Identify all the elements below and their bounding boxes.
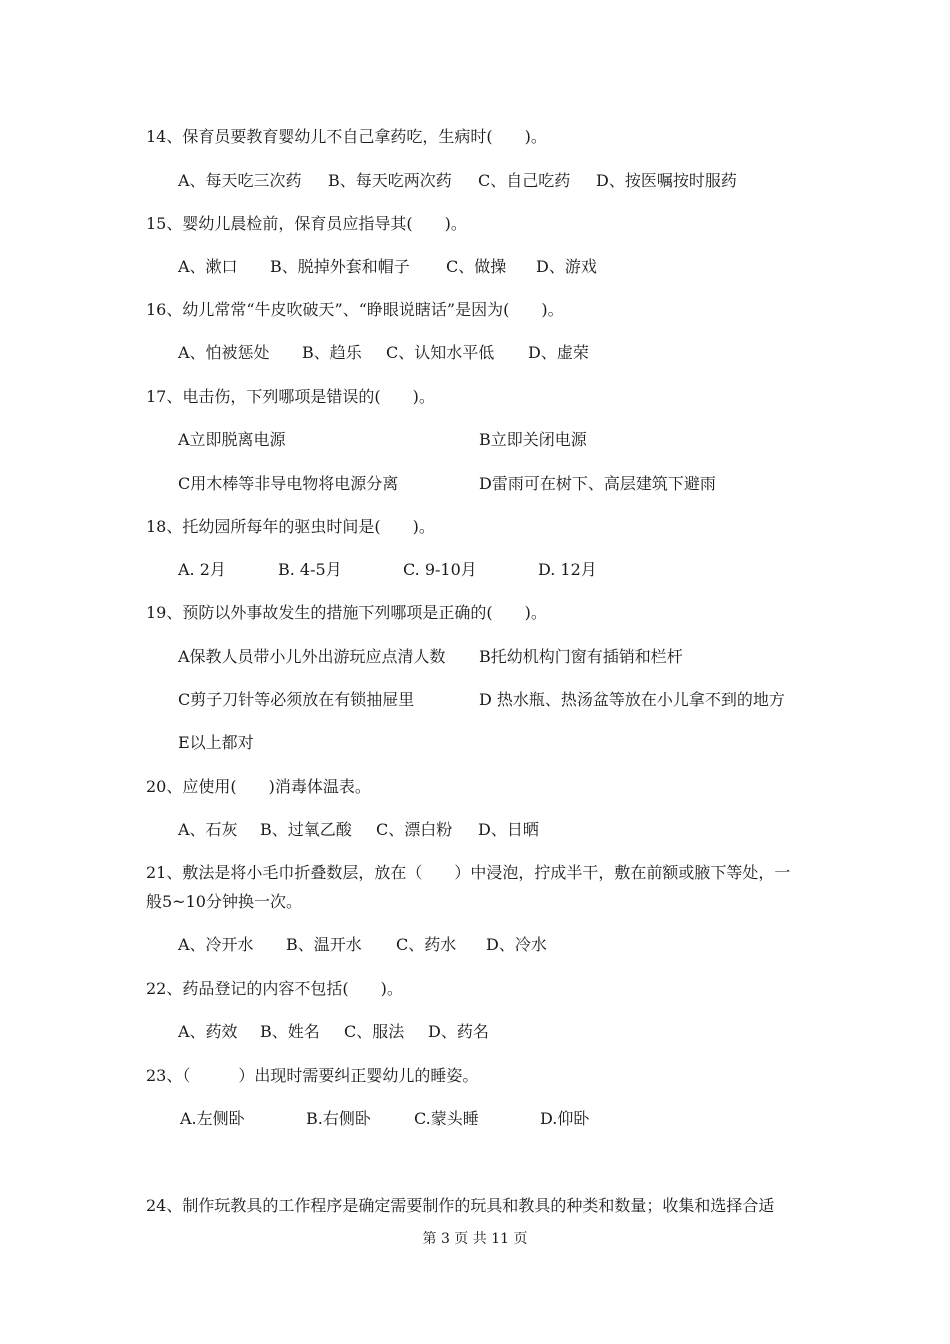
question-19-option-a: A保教人员带小儿外出游玩应点清人数: [178, 647, 446, 666]
option-d: D.仰卧: [540, 1109, 590, 1128]
question-23-options: [178, 1109, 878, 1129]
option-d: D、游戏: [536, 257, 597, 276]
option-d: D、按医嘱按时服药: [596, 171, 737, 190]
question-18-stem: 18、托幼园所每年的驱虫时间是( )。: [146, 517, 435, 536]
option-a: A、石灰: [178, 820, 238, 839]
option-b: B、温开水: [286, 935, 362, 954]
question-19-option-e: E以上都对: [178, 733, 254, 752]
question-16-options: [178, 343, 878, 363]
question-21-options: [178, 935, 878, 955]
option-c: C. 9-10月: [403, 560, 477, 579]
option-a: A、冷开水: [178, 935, 254, 954]
question-15-options: [178, 257, 878, 277]
question-19-stem: 19、预防以外事故发生的措施下列哪项是正确的( )。: [146, 603, 547, 622]
option-d: D、冷水: [486, 935, 547, 954]
question-15-stem: 15、婴幼儿晨检前，保育员应指导其( )。: [146, 214, 467, 233]
option-a: A.左侧卧: [180, 1109, 245, 1128]
question-17-option-d: D雷雨可在树下、高层建筑下避雨: [479, 474, 716, 493]
option-c: C、认知水平低: [386, 343, 495, 362]
option-d: D、药名: [428, 1022, 489, 1041]
option-a: A、漱口: [178, 257, 238, 276]
question-20-options: [178, 820, 878, 840]
page-footer: 第 3 页 共 11 页: [422, 1231, 528, 1247]
option-b: B、每天吃两次药: [328, 171, 452, 190]
question-16-stem: 16、幼儿常常“牛皮吹破天”、“睁眼说瞎话”是因为( )。: [146, 300, 564, 319]
option-b: B、过氧乙酸: [260, 820, 352, 839]
option-c: C、做操: [446, 257, 507, 276]
option-d: D、虚荣: [528, 343, 589, 362]
option-b: B. 4-5月: [278, 560, 342, 579]
option-c: C、自己吃药: [478, 171, 571, 190]
option-b: B.右侧卧: [306, 1109, 371, 1128]
question-17-option-b: B立即关闭电源: [479, 430, 587, 449]
option-a: A、每天吃三次药: [178, 171, 302, 190]
question-14-stem: 14、保育员要教育婴幼儿不自己拿药吃，生病时( )。: [146, 127, 547, 146]
question-19-option-c: C剪子刀针等必须放在有锁抽屉里: [178, 690, 415, 709]
question-14-options: [178, 171, 878, 191]
question-23-stem: 23、（ ）出现时需要纠正婴幼儿的睡姿。: [146, 1066, 479, 1085]
option-c: C、服法: [344, 1022, 405, 1041]
option-c: C、药水: [396, 935, 457, 954]
option-c: C、漂白粉: [376, 820, 453, 839]
question-19-option-d: D 热水瓶、热汤盆等放在小儿拿不到的地方: [479, 690, 785, 709]
question-17-option-c: C用木棒等非导电物将电源分离: [178, 474, 399, 493]
question-22-options: [178, 1022, 878, 1042]
option-d: D. 12月: [538, 560, 597, 579]
question-22-stem: 22、药品登记的内容不包括( )。: [146, 979, 403, 998]
question-21-stem-line2: 般5~10分钟换一次。: [146, 892, 302, 911]
question-21-stem-line1: 21、敷法是将小毛巾折叠数层，放在（ ）中浸泡，拧成半干，敷在前额或腋下等处，一: [146, 863, 791, 882]
option-d: D、日晒: [478, 820, 539, 839]
question-20-stem: 20、应使用( )消毒体温表。: [146, 777, 371, 796]
question-17-stem: 17、电击伤，下列哪项是错误的( )。: [146, 387, 435, 406]
option-a: A、药效: [178, 1022, 238, 1041]
option-a: A、怕被惩处: [178, 343, 270, 362]
question-18-options: [178, 560, 878, 580]
option-a: A. 2月: [178, 560, 226, 579]
option-c: C.蒙头睡: [414, 1109, 479, 1128]
question-17-option-a: A立即脱离电源: [178, 430, 286, 449]
question-19-option-b: B托幼机构门窗有插销和栏杆: [479, 647, 683, 666]
option-b: B、姓名: [260, 1022, 320, 1041]
option-b: B、脱掉外套和帽子: [270, 257, 410, 276]
question-24-stem: 24、制作玩教具的工作程序是确定需要制作的玩具和教具的种类和数量；收集和选择合适: [146, 1196, 775, 1215]
option-b: B、趋乐: [302, 343, 362, 362]
